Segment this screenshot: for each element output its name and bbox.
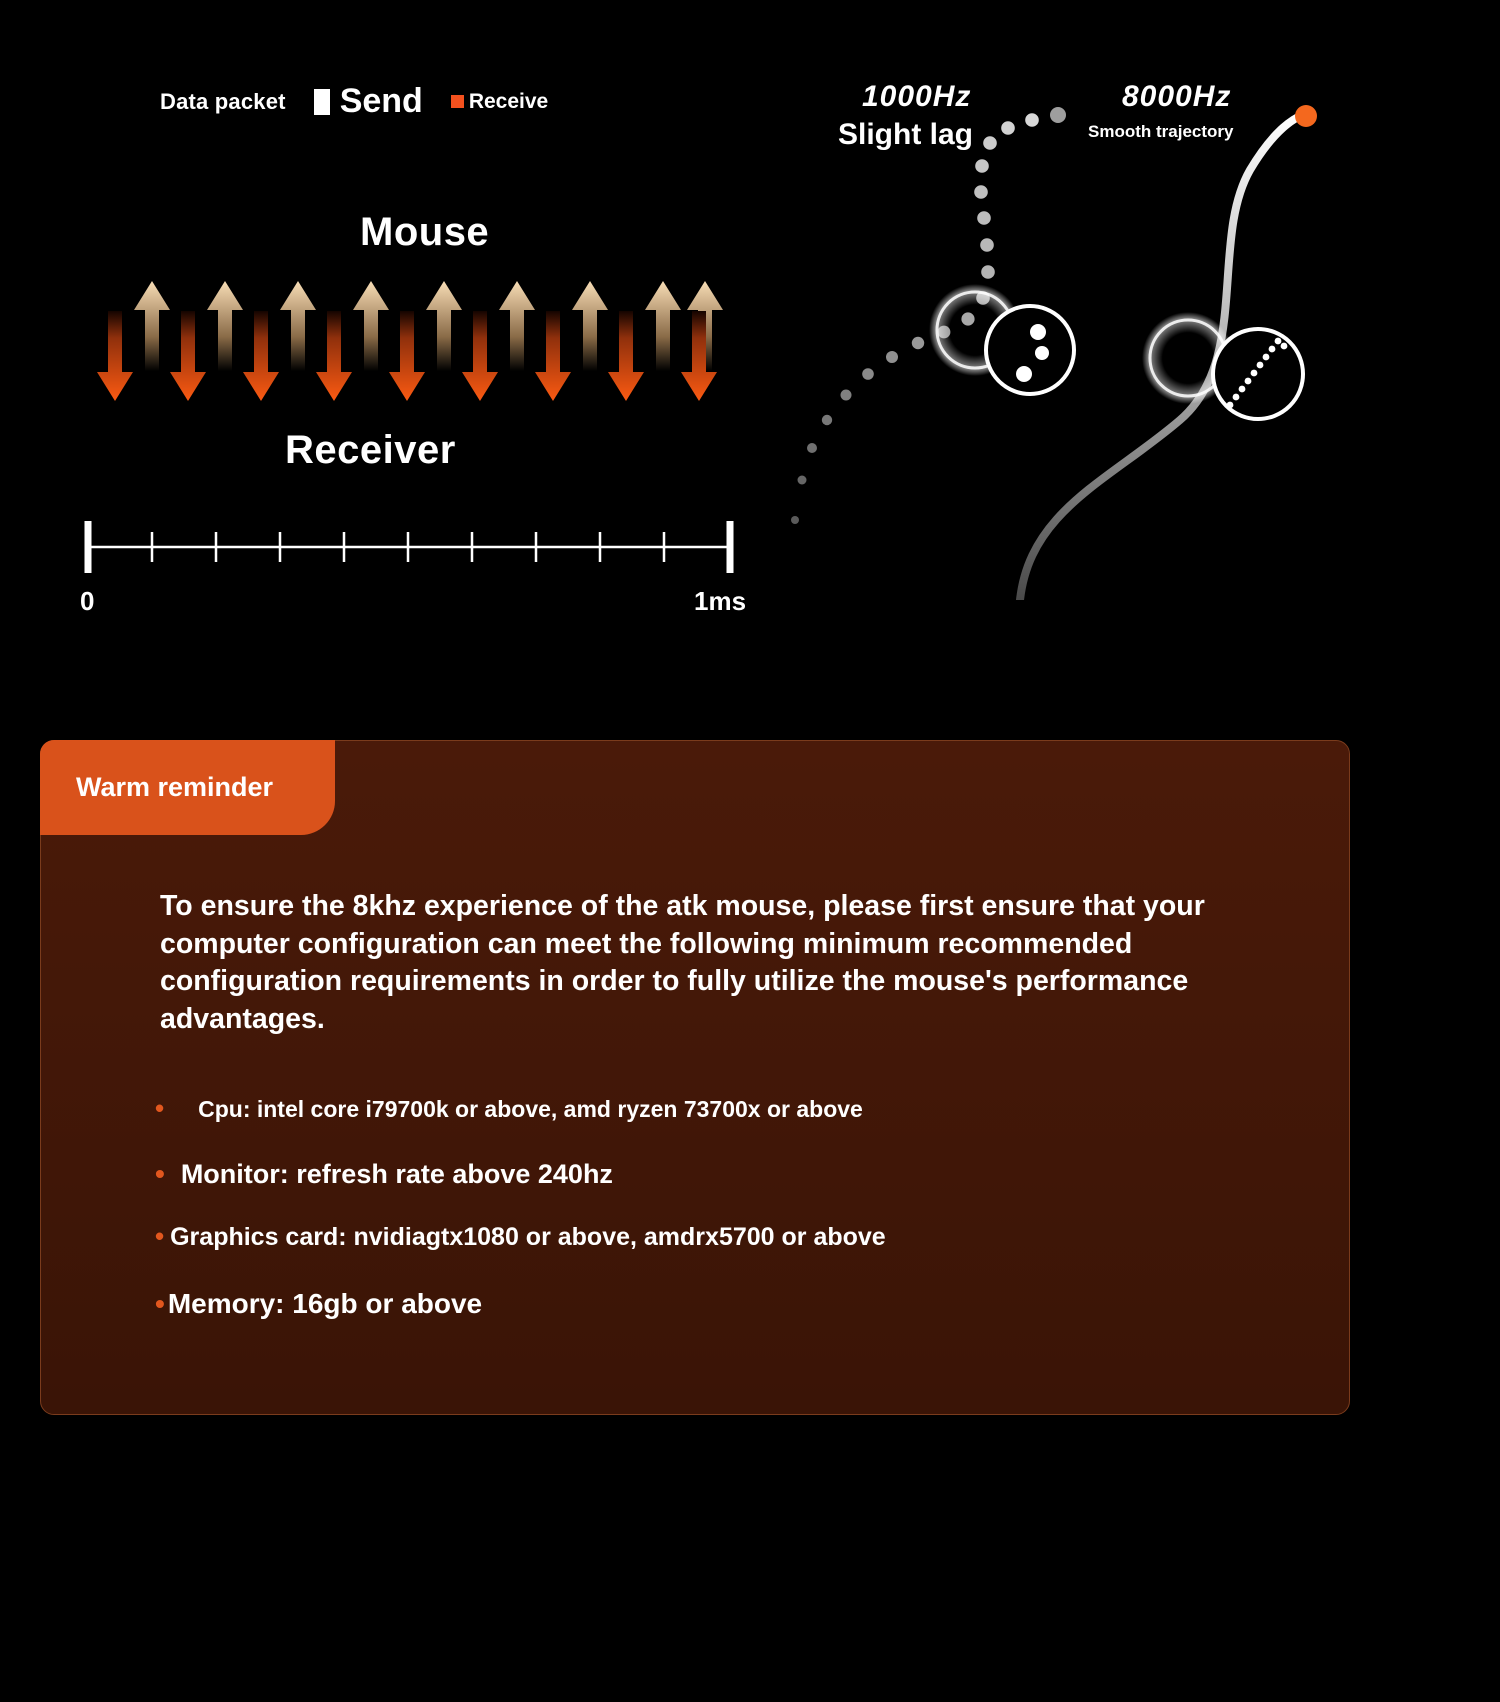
list-item xyxy=(155,1159,1255,1190)
list-item xyxy=(155,1095,1255,1123)
requirement-text: Monitor: refresh rate above 240hz xyxy=(180,1159,613,1189)
warm-reminder-body xyxy=(160,888,1220,1038)
time-axis-graphic xyxy=(70,515,770,575)
list-item xyxy=(155,1223,1255,1252)
bullet-icon: • xyxy=(155,1158,165,1189)
requirement-text: Memory: 16gb or above xyxy=(167,1288,483,1319)
bullet-icon: • xyxy=(155,1288,165,1319)
legend xyxy=(160,82,548,121)
warm-reminder-intro-text: To ensure the 8khz experience of the atk mouse, please first ensure that your computer configuration can meet the following minimum recommended configuration requirements in order to fully utilize the mouse's performance advantages. xyxy=(160,890,1205,1035)
rate-label-8000hz: 8000Hz xyxy=(1122,80,1232,113)
warm-reminder-tab xyxy=(40,740,335,835)
packet-arrows-graphic xyxy=(85,278,745,408)
smooth-magnifier-icon xyxy=(1142,312,1303,419)
quality-label-smooth-trajectory: Smooth trajectory xyxy=(1088,122,1234,141)
receive-swatch-icon xyxy=(451,95,464,108)
bullet-icon: • xyxy=(155,1221,165,1251)
rate-label-1000hz: 1000Hz xyxy=(862,80,972,113)
quality-label-slight-lag: Slight lag xyxy=(838,118,973,151)
send-swatch-icon xyxy=(314,89,330,115)
legend-data-packet-label: Data packet xyxy=(160,88,286,114)
legend-receive-group xyxy=(451,90,548,114)
legend-receive-label: Receive xyxy=(468,89,549,113)
time-axis-start-label: 0 xyxy=(80,586,95,616)
warm-reminder-tab-label: Warm reminder xyxy=(76,772,274,802)
requirement-text: Cpu: intel core i79700k or above, amd ryzen 73700x or above xyxy=(198,1096,863,1122)
legend-send-group xyxy=(314,82,423,121)
list-item xyxy=(155,1288,1255,1320)
receiver-label: Receiver xyxy=(285,428,456,472)
mouse-label: Mouse xyxy=(360,210,490,254)
lag-magnifier-icon xyxy=(929,284,1074,394)
legend-send-label: Send xyxy=(339,82,423,120)
requirements-list xyxy=(155,1095,1255,1320)
bullet-icon: • xyxy=(155,1093,165,1123)
requirement-text: Graphics card: nvidiagtx1080 or above, amdrx5700 or above xyxy=(170,1223,886,1251)
time-axis-end-label: 1ms xyxy=(694,586,747,616)
